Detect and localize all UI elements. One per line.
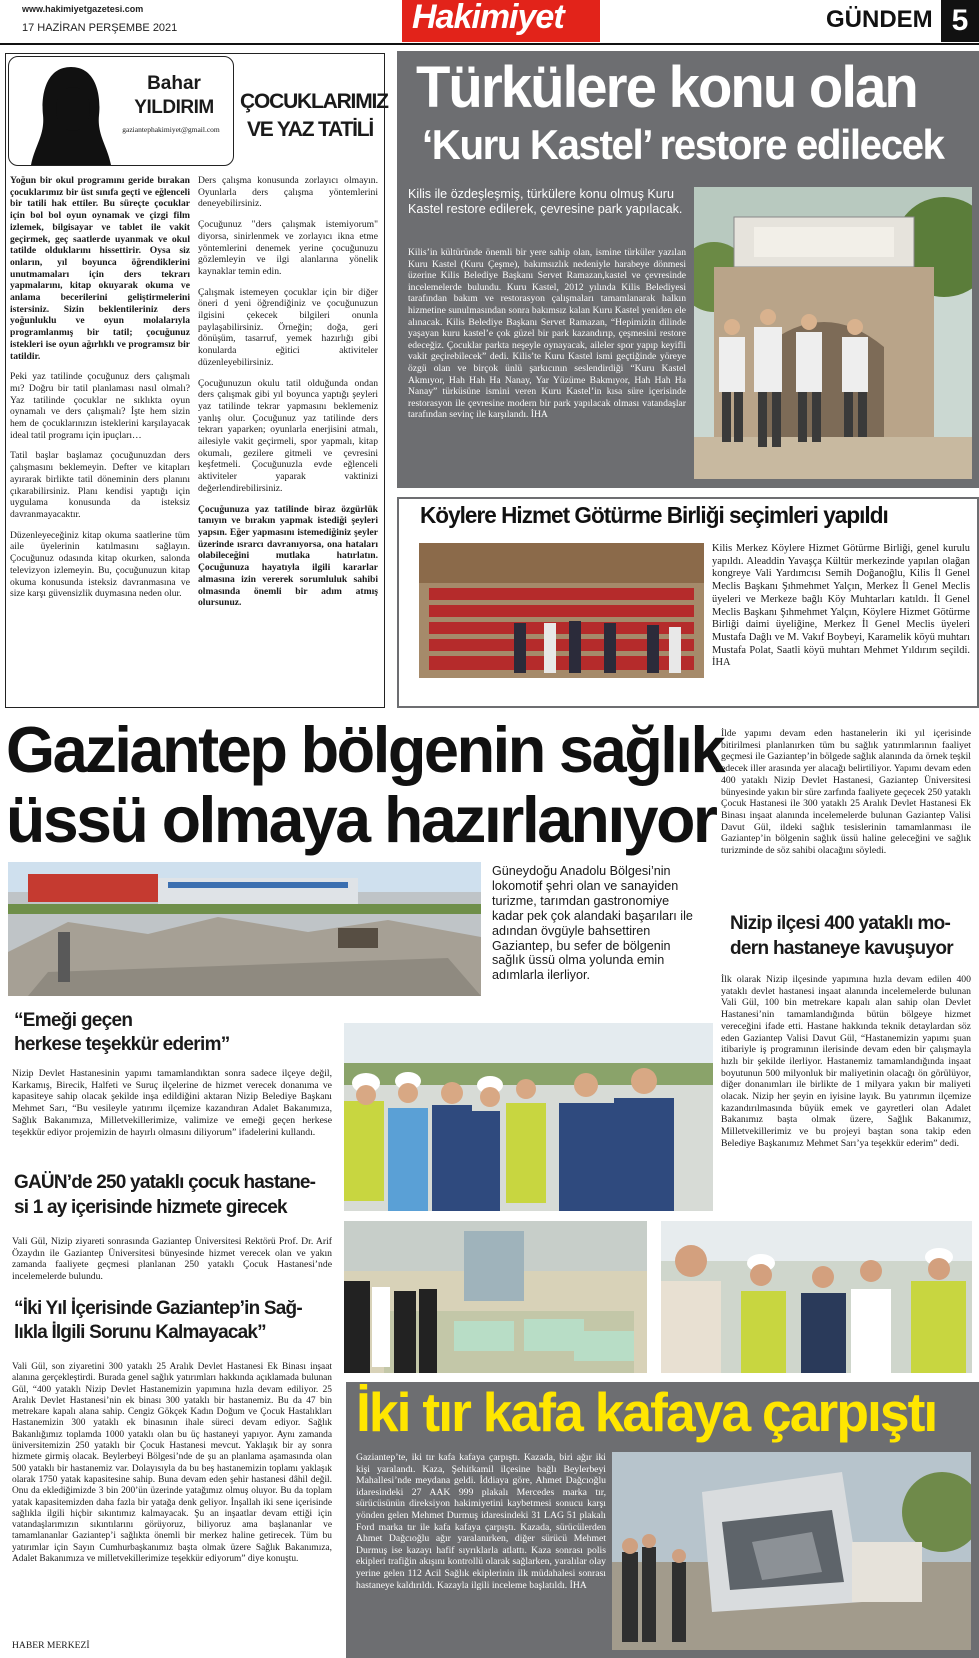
author-portrait-icon [27,57,115,165]
saglik-headline-2: üssü olmaya hazırlanıyor [6,783,716,856]
author-email[interactable]: gaziantephakimiyet@gmail.com [122,125,220,134]
nizip-headline-1: Nizip ilçesi 400 yataklı mo- [730,913,951,934]
fountain-image [694,187,972,479]
gaun-body: Vali Gül, Nizip ziyareti sonrasında Gaziantep Üniversitesi Rektörü Prof. Dr. Arif Özaydın ile Gaziantep Üniversitesi bünyesinde hizmet verecek olan ve yakın zamanda faaliyete geçmesi planlanan 250 yataklı Çocuk Hastanesi’nde incelemelerde bulundu. [12,1236,332,1283]
column-title [240,88,388,144]
tir-body: Gaziantep’te, iki tır kafa kafaya çarpıştı. Kazada, biri ağır iki kişi yaralandı. Kaza, Şehitkamil ilçesine bağlı Beylerbeyi Mahallesi’nde meydana geldi. İddiaya göre, Ahmet Dağcıoğlu idaresindeki 27 AAK 999 plakalı Mercedes marka tır, sürücüsünün direksiyon hakimiyetini kaybetmesi sonucu karşı yönden gelen Mehmet Durmuş idaresindeki 31 LAG 51 plakalı Ford marka tır ile kafa kafaya çarpıştı. Kazada, sürücülerden Ahmet Dağcıoğlu ağır yaralanırken, diğer sürücü Mehmet Durmuş ise kazayı hafif sıyrıklarla atlattı. Kaza sonrası polis ekipleri trafiğin akışını kontrollü olarak sağlarken, yaralılar olay yerine gelen 112 Acil Sağlık ekiplerinin ilk müdahalesi sonrası hastaneye kaldırıldı. Kazayla ilgili inceleme başlatıldı. İHA [356,1452,606,1591]
koyler-photo [419,543,704,678]
hospital-interior-photo [344,1221,647,1373]
column-text-right [198,175,378,618]
iki-yil-headline-2: lıkla İlgili Sorunu Kalmayacak” [14,1322,266,1343]
column-lead: Yoğun bir okul programını geride bırakan çocuklarımız bir üst sınıfa geçti ve eğlenceli bir tatili hak ettiler. Bu süreçte çocuklar için bol bol oyun oynamak ve çizgi film izlemek, bilgisayar ve tablet ile vakit geçirmek, geç saatlerde uyanmak ve okul tatilde olduklarını hissettirir. Oysa siz onların, yıl boyunca öğrendiklerini unutmamaları için ders tekrarı yapmalarını, kitap okuyarak okuma ve anlama becerilerini geliştirmelerini istersiniz. Sizin beklentileriniz ders yoğunluklu ve oyun molalarıyla programlanmış bir tatil; çocuğunuz istekleri ise oyun ağırlıklı ve programsız bir tatildir. [10,175,190,362]
officials-site-visit-image [344,1023,713,1211]
saglik-spot: Güneydoğu Anadolu Bölgesi’nin lokomotif şehri olan ve sanayiden turizme, tarımdan gastronomiye kadar pek çok alandaki başarıları ile adından övgüyle bahsettiren Gaziantep, bu sefer de bölgenin sağlık üssü olma yolunda emin adımlarla ilerliyor. [492,864,693,983]
kastel-body: Kilis’in kültüründe önemli bir yere sahip olan, ismine türküler yazılan Kuru Kastel (Kuru Çeşme), bakımsızlık nedeniyle harabeye dönmesi üzerine Kilis Belediye Başkanı Servet Ramazan,kastel ve çevresinde incelemelerde bulundu. Kuru Kastel, 2012 yılında Kilis Belediyesi tarafından bakım ve restorasyon çalışmaları tamamlanarak halkın hizmetine sunulmasından sonra bakımsız kalan Kuru Kastel yeniden ele alınacak. Kilis Belediye Başkanı Servet Ramazan, “Hepimizin dilinde yaşayan kuru kastel’e çok güzel bir park kazandırıp, çeşmesini restore edeceğiz. Çocuklar parkta neşeyle oynayacak, aileler spor yapıp keyifli vakit geçirebilecek” dedi. Kilis’te Kuru Kastel ismi geçtiğinde yöreye özgü olan ve birçok ünlü şarkıcının seslendirdiği “Kuru Kastel Akmıyor, Hah Hah Ha Nanay, Yar Yüzüme Bakmıyor, Hah Hah Ha Nanay” türküsüne ismini veren Kuru Kastel’in kısa süre içerisinde restorasyon ile çevresine modern bir park yapılacak olması vatandaşlar tarafından sevinç ile karşılandı. İHA [408,247,686,421]
tir-headline: İki tır kafa kafaya çarpıştı [356,1381,937,1443]
header-rule [0,43,979,45]
iki-yil-body: Vali Gül, son ziyaretini 300 yataklı 25 Aralık Devlet Hastanesi Ek Binası inşaat alanına gerçekleştirdi. Burada genel sağlık yatırımları hakkında açıklamada bulunan Gül, “400 yataklı Nizip Devlet Hastanemizin yapımına hızla devam ediliyor. 25 Aralık Devlet Hastanesi’nin ek binası 300 yataklı bir hastanemiz. Bu da 47 bin metrekare kapalı alana sahip. Cengiz Gökçek Kadın Doğum ve Çocuk Hastalıkları Hastanemizin 300 yataklı ek binasının ihale süreci devam ediyor. Sağlık Bakanlığımız toplamda 1000 yataklı olan bu üç hastaneyi yapıyor. Aynı zamanda üniversitemizin 250 yataklı bir Çocuk Hastanesi mevcut. Yaklaşık bir ay sonra hizmete girmiş olacak. Beylerbeyi Bölgesi’nde de şu an planlama aşamasında olan 500 yataklı bir hastanemiz var. Dolayısıyla da bu beş hastanemizin toplamı yaklaşık olarak 1750 yatak kapasitesine sahip. Buna devam eden şehir hastanesi dâhil değil. Onu da eklediğimizde 3 bin 200’ün üzerinde yatağımız olmuş oluyor. Bu da toplam yatak kapasitemizden daha fazla bir yatağa denk geliyor. İnşallah iki sene içerisinde sağlıkla ilgili hiçbir sıkıntımız kalmayacak. Şu an inşaatlar devam ettiği için vatandaşlarımızın sıkıntılarını görüyoruz, biliyoruz ama başlananlar ve tamamlananlar Gaziantep’i sağlıkta önemli bir merkez haline getirecek. Tüm bu yatırımlar için Sayın Cumhurbaşkanımız başta olmak üzere Sağlık Bakanımıza, Adalet Bakanımıza ve milletvekillerimize teşekkür ediyorum” diye konuştu. [12,1362,332,1565]
column-paragraph: Çalışmak istemeyen çocuklar için bir diğer öneri d yeni öğrendiğiniz ve çocuğunuzun ilgisini çekecek bilgileri onunla paylaşabilirsiniz. Örneğin; doğa, geri dönüşüm, tasarruf, yemek hazırlığı gibi konularda eğitici aktiviteler düzenleyebilirsiniz. [198,286,378,368]
issue-date: 17 HAZİRAN PERŞEMBE 2021 [22,22,178,34]
officials-photo [344,1023,713,1211]
tir-photo [612,1452,971,1650]
nizip-headline-2: dern hastaneye kavuşuyor [730,938,953,959]
section-title: GÜNDEM [826,6,933,33]
author-box [8,56,234,166]
hospital-room-image [344,1221,647,1373]
truck-crash-image [612,1452,971,1650]
gaun-headline-1: GAÜN’de 250 yataklı çocuk hastane- [14,1172,316,1193]
logo[interactable] [402,0,600,42]
nizip-body: İlk olarak Nizip ilçesinde yapımına hızla devam edilen 400 yataklı devlet hastanesi inşaat alanında incelemelerde bulunan Vali Gül, 100 bin metrekare kapalı alan sahip olan Devlet Hastanesi’nin tamamlandığında bütün bölgeye hizmet vereceğini ifade etti. Hastane hakkında teknik detaylardan söz eden Gaziantep Valisi Davut Gül, “Hastanemizin yapımı şuan itibariyle iş programının ilerisinde devam eden bir çalışmayla hızlı bir şekilde ilerliyor. Hastanemiz tamamlandığında inşaat boyutunun 500 milyonluk bir maliyetinin olacağı ön görülüyor, diğer donanımları ile birlikte de 1 milyara yakın bir maliyeti olacak. Nizip her şeyin en iyisine layık. Bu yatırımın ilçemize kazandırılmasında büyük emek ve gayretleri olan Adalet Bakanımız başta olmak üzere, Sağlık Bakanımız, Milletvekillerimiz ve bu projeyi baştan sona takip eden Belediye Başkanımız Mehmet Sarı’ya teşekkür ederim” dedi. [721,974,971,1149]
construction-photo [8,862,481,996]
logo-text: Hakimiyet [412,0,564,36]
column-title-line1: ÇOCUKLARIMIZ [240,90,388,113]
column-title-line2: VE YAZ TATİLİ [247,118,373,141]
saglik-headline-1: Gaziantep bölgenin sağlık [6,713,724,786]
koyler-headline: Köylere Hizmet Götürme Birliği seçimleri yapıldı [420,502,888,528]
hall-meeting-image [419,543,704,678]
kastel-photo [694,187,972,479]
author-first-name: Bahar [147,73,201,94]
author-last-name: YILDIRIM [134,97,214,118]
column-paragraph: Düzenleyeceğiniz kitap okuma saatlerine tüm aile üyelerinin katılmasını sağlayın. Çocuğunuz odasında kitap okurken, salonda televizyon izlemeyin. Bu, çocuğunuzun kitap okuma konusunda isteksiz davranmasına ve size karşı güvensizlik duymasına neden olur. [10,529,190,600]
emegi-body: Nizip Devlet Hastanesinin yapımı tamamlandıktan sonra sadece ilçeye değil, Karkamış, Birecik, Halfeti ve Suruç ilçelerine de hizmet verecek donanıma ve kapasiteye sahip olacak şekilde inşa edildiğini aktaran Nizip Belediye Başkanı Mehmet Sarı, “Bu vesileyle yatırımı ilçemize kazandıran Adalet Bakanımıza, Sağlık Bakanımıza, Milletvekillerimize, valimize ve emeği geçen herkese teşekkür ediyor projemizin de hayırlı olmasını diliyorum” ifadelerini kullandı. [12,1068,332,1138]
column-paragraph: Çocuğunuz "ders çalışmak istemiyorum" diyorsa, sinirlenmek ve zorlayıcı ikna etme yöntemlerini denemek yerine çocuğunuzu gözlemleyin ve ilgi alanlarına yönelik kaynaklar temin edin. [198,219,378,277]
construction-site-image [8,862,481,996]
byline: HABER MERKEZİ [12,1640,90,1651]
emegi-headline-2: herkese teşekkür ederim” [14,1034,230,1055]
emegi-headline-1: “Emeği geçen [14,1010,133,1031]
masthead [0,0,979,44]
iki-yil-headline-1: “İki Yıl İçerisinde Gaziantep’in Sağ- [14,1298,302,1319]
kastel-spot: Kilis ile özdeşleşmiş, türkülere konu olmuş Kuru Kastel restore edilerek, çevresine park yapılacak. [408,187,683,216]
column-paragraph: Peki yaz tatilinde çocuğunuz ders çalışmalı mı? Doğru bir tatil planlaması nasıl olmalı? Yaz tatilinde çocuklar ne sıklıkta oyun oynamalı ve ders çalışmalı? İşte hem sizin hem de çocuklarınızın isteklerini karşılayacak ideal tatil programı için ipuçları… [10,371,190,441]
column-paragraph: Ders çalışma konusunda zorlayıcı olmayın. Oyunlarla ders çalışma yöntemlerini deneyebilirsiniz. [198,175,378,210]
kastel-headline-2: ‘Kuru Kastel’ restore edilecek [422,121,944,168]
column-paragraph: Çocuğunuzun okulu tatil olduğunda ondan ders çalışmak gibi yıl boyunca yaptığı şeyleri yaz tatilinde tekrar yapmasını beklemeniz yanlış olur. Çocuğunuz yaz tatilinde ders tekrarı yaparken; oyunlarla enerjisini atmalı, ailesiyle vakit geçirmeli, spor yapmalı, kitap okumalı, gezilere gitmeli ve çevresini keşfetmeli. Çocuğunuzla evde eğlenceli aktiviteler yaparak vaktinizi değerlendirebilirsiniz. [198,377,378,494]
website-url[interactable]: www.hakimiyetgazetesi.com [22,4,144,14]
officials-closeup-photo [661,1221,972,1373]
koyler-body: Kilis Merkez Köylere Hizmet Götürme Birliği, genel kurulu yapıldı. Aleaddin Yavaşça Kültür merkezinde yapılan olağan kongreye Vali Yardımcısı Semih Doğanoğlu, Kilis İl Genel Meclis Başkanı Şıhmehmet Yalçın, Merkez İl Genel Meclis üyeleri ve Merkeze bağlı Köy Muhtarları katıldı. İl Genel Meclis Başkanı Şıhmehmet Yalçın, Köylere Hizmet Götürme Birliği daimi üyeliğine, Merkez İl Genel Meclis üyeleri Mustafa Dağlı ve M. Vakıf Boybeyi, Karamelik köyü muhtarı Mustafa Polat, Saatli köyü muhtarı Mehmet Yıldırım seçildi. İHA [712,543,970,669]
column-text-left [10,175,190,609]
saglik-intro: İlde yapımı devam eden hastanelerin iki yıl içerisinde bitirilmesi planlanırken tüm bu sağlık yatırımlarının faaliyet geçmesi ile Gaziantep’in bölgede sağlık alanında da örnek teşkil edecek iller arasında yer alacağı belirtiliyor. Yapımı devam eden 400 yataklı Nizip Devlet Hastanesi, Gaziantep Üniversitesi bünyesinde yakın bir süre zarfında faaliyete geçecek 250 yataklı Çocuk Hastanesi ile 300 yataklı 25 Aralık Devlet Hastanesi Ek Binası inşaat alanında incelemelerde bulunan Gaziantep Valisi Davut Gül, ildeki sağlık tesislerinin tamamlanması ile Gaziantep’in bölgenin sağlık üssü haline geleceğini ve sağlık turizminde de söz sahibi olacağını söyledi. [721,728,971,857]
column-closing: Çocuğunuza yaz tatilinde biraz özgürlük tanıyın ve bırakın yapmak istediği şeyleri yapsın. Eğer yapmasını istemediğiniz şeyler üzerinde ısrarcı davranıyorsa, ona hataları olabileceğini mutlaka hatırlatın. Çocuğunuza hayatıyla ilgili kararlar almasına izin vererek sorumluluk sahibi olmasında önemli bir adım atmış olursunuz. [198,503,378,609]
gaun-headline-2: si 1 ay içerisinde hizmete girecek [14,1197,287,1218]
kastel-headline-1: Türkülere konu olan [416,55,917,120]
officials-closeup-image [661,1221,972,1373]
column-paragraph: Tatil başlar başlamaz çocuğunuzdan ders çalışmasını beklemeyin. Defter ve kitapları ayırarak birlikte tatil döneminin ders planını çıkarabilirsiniz. Planı kendisi yaptığı için uygulama konusunda da isteksiz davranmayacaktır. [10,450,190,520]
page-number: 5 [941,0,979,42]
